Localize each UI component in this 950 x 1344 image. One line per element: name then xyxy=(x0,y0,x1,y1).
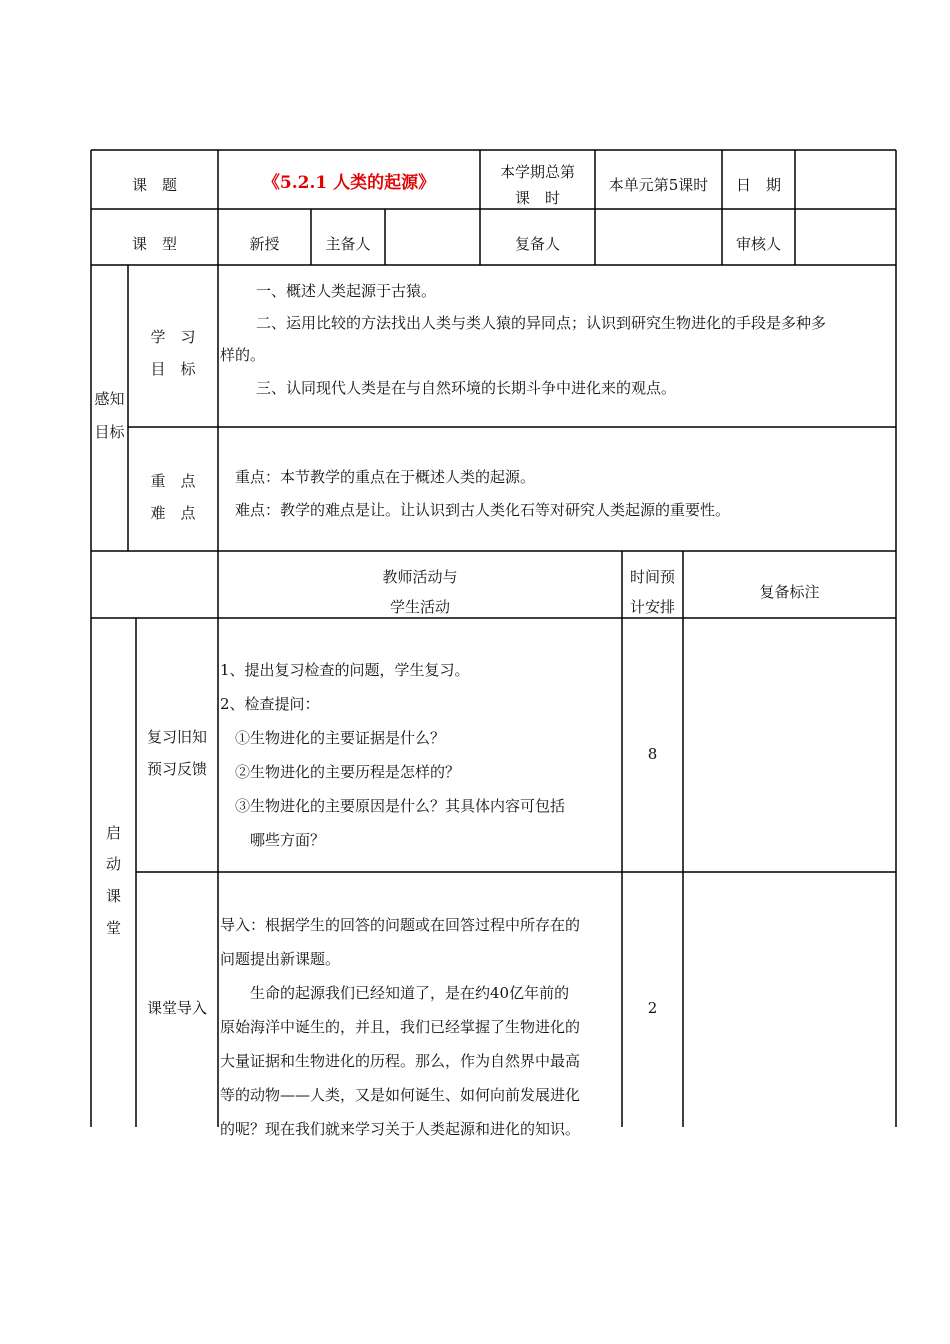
intro-line: 原始海洋中诞生的，并且，我们已经掌握了生物进化的 xyxy=(220,1018,581,1036)
start-char-1: 启 xyxy=(105,824,121,842)
review-content xyxy=(220,653,620,857)
review-line: ②生物进化的主要历程是怎样的？ xyxy=(220,763,461,781)
review-time: 8 xyxy=(647,745,658,763)
type-label: 课 型 xyxy=(131,235,177,253)
key-point-label: 重 点 xyxy=(150,472,196,490)
review-line: 哪些方面？ xyxy=(220,831,326,849)
intro-line: 问题提出新课题。 xyxy=(220,950,341,968)
difficult-point-text: 难点：教学的难点是让。让认识到古人类化石等对研究人类起源的重要性。 xyxy=(235,501,731,519)
time-header-2: 计安排 xyxy=(629,598,675,616)
learning-goal-label-1: 学 习 xyxy=(150,328,196,346)
goal-item-2-cont: 样的。 xyxy=(220,346,266,364)
review-line: 2、检查提问： xyxy=(220,695,320,713)
review-line: 1、提出复习检查的问题，学生复习。 xyxy=(220,661,470,679)
start-char-2: 动 xyxy=(105,855,121,873)
goal-item-3: 三、认同现代人类是在与自然环境的长期斗争中进化来的观点。 xyxy=(256,379,677,397)
time-header-1: 时间预 xyxy=(629,568,675,586)
activity-header-2: 学生活动 xyxy=(389,598,450,616)
intro-line: 导入：根据学生的回答的问题或在回答过程中所存在的 xyxy=(220,916,581,934)
key-point-text: 重点：本节教学的重点在于概述人类的起源。 xyxy=(235,468,536,486)
review-line: ①生物进化的主要证据是什么？ xyxy=(220,729,446,747)
review-label-1: 复习旧知 xyxy=(146,728,207,746)
unit-hours: 本单元第5课时 xyxy=(608,176,709,194)
intro-line: 生命的起源我们已经知道了，是在约40亿年前的 xyxy=(220,984,570,1002)
notes-header: 复备标注 xyxy=(759,583,820,601)
topic-label: 课 题 xyxy=(131,176,177,194)
preparer-label: 主备人 xyxy=(325,235,371,253)
goal-item-1: 一、概述人类起源于古猿。 xyxy=(256,282,437,300)
review-label-2: 预习反馈 xyxy=(146,760,207,778)
semester-hours-label: 课 时 xyxy=(514,189,560,207)
auditor-label: 审核人 xyxy=(735,235,781,253)
type-value: 新授 xyxy=(249,235,280,253)
intro-time: 2 xyxy=(647,999,658,1017)
perception-label-1: 感知 xyxy=(94,390,125,408)
semester-total-label: 本学期总第 xyxy=(499,163,575,181)
date-label: 日 期 xyxy=(735,176,781,194)
intro-content xyxy=(220,908,620,1146)
review-label: 复备人 xyxy=(514,235,560,253)
intro-line: 等的动物——人类，又是如何诞生、如何向前发展进化 xyxy=(220,1086,581,1104)
intro-label: 课堂导入 xyxy=(146,999,207,1017)
intro-line: 大量证据和生物进化的历程。那么，作为自然界中最高 xyxy=(220,1052,581,1070)
review-line: ③生物进化的主要原因是什么？其具体内容可包括 xyxy=(220,797,566,815)
start-char-4: 堂 xyxy=(105,919,121,937)
difficult-point-label: 难 点 xyxy=(150,504,196,522)
start-char-3: 课 xyxy=(105,887,121,905)
intro-line: 的呢？现在我们就来学习关于人类起源和进化的知识。 xyxy=(220,1120,581,1138)
goal-item-2: 二、运用比较的方法找出人类与类人猿的异同点；认识到研究生物进化的手段是多种多 xyxy=(256,314,827,332)
activity-header-1: 教师活动与 xyxy=(382,568,458,586)
learning-goal-label-2: 目 标 xyxy=(150,360,196,378)
perception-label-2: 目标 xyxy=(94,423,125,441)
lesson-title: 《5.2.1 人类的起源》 xyxy=(262,173,436,193)
